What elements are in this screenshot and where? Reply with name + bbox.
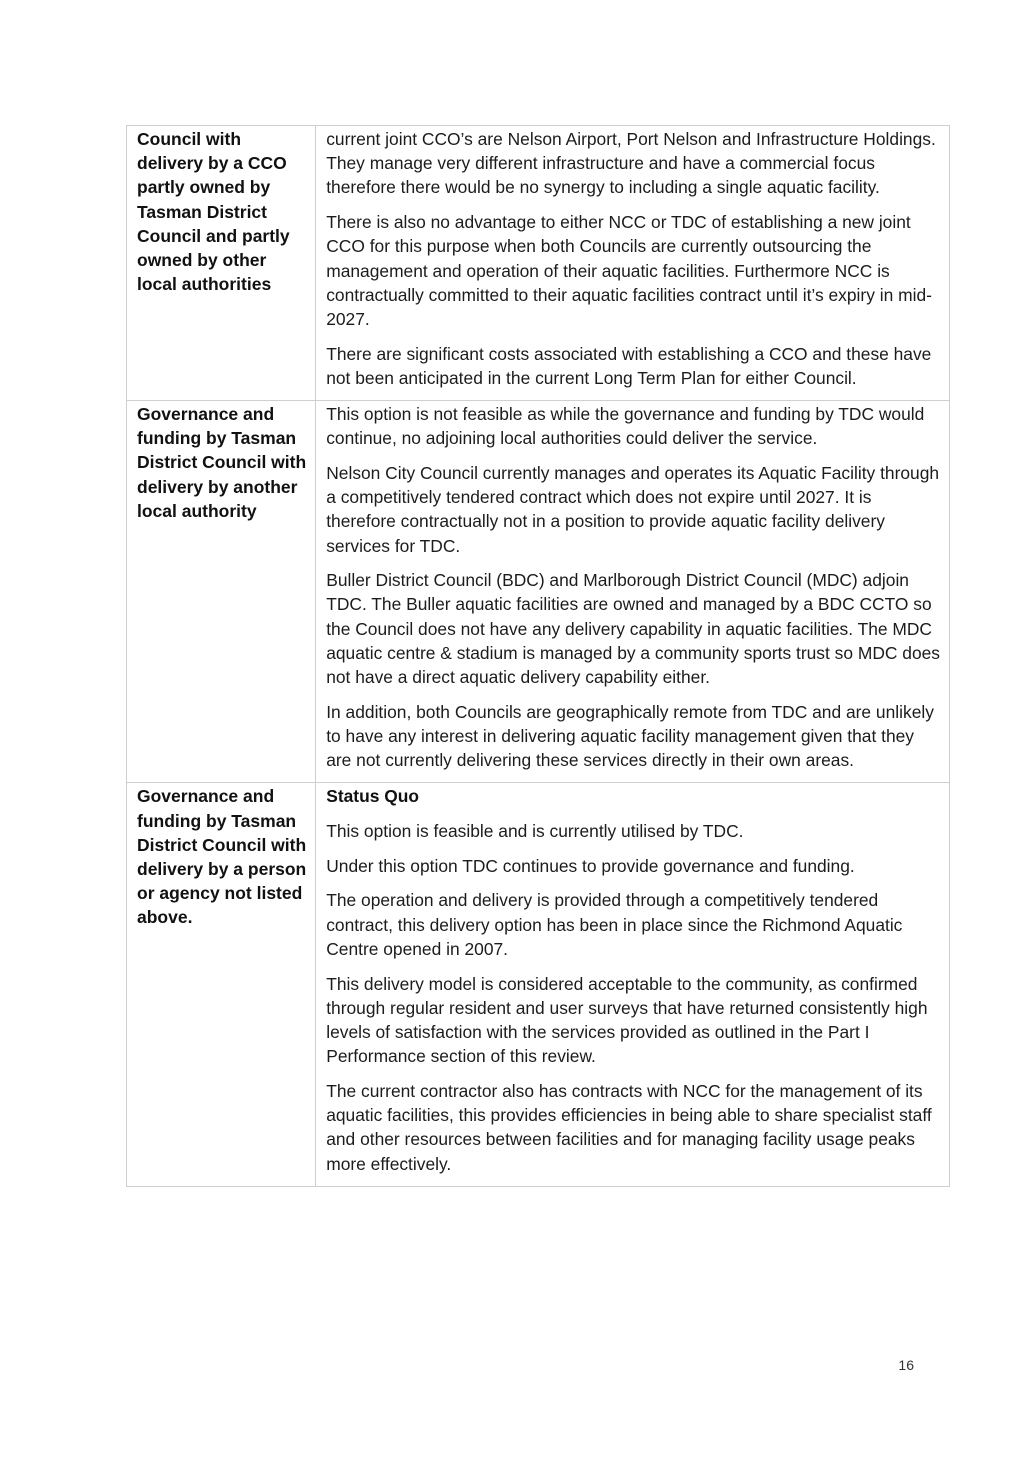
table-row: [127, 783, 950, 1186]
paragraph: The operation and delivery is provided through a competitively tendered contract, this delivery option has been in place since the Richmond Aquatic Centre opened in 2007.: [326, 890, 903, 959]
options-table: [126, 125, 950, 1187]
table-row: [127, 401, 950, 783]
paragraph: Nelson City Council currently manages and operates its Aquatic Facility through a competitively tendered contract which does not expire until 2027. It is therefore contractually not in a position to provide aquatic facility delivery services for TDC.: [326, 462, 940, 556]
paragraph: current joint CCO’s are Nelson Airport, Port Nelson and Infrastructure Holdings. They manage very different infrastructure and have a commercial focus therefore there would be no synergy to including a single aquatic facility.: [326, 129, 936, 198]
paragraph: This option is not feasible as while the governance and funding by TDC would continue, no adjoining local authorities could deliver the service.: [326, 404, 925, 449]
paragraph: Under this option TDC continues to provide governance and funding.: [326, 855, 855, 876]
paragraph: There are significant costs associated with establishing a CCO and these have not been anticipated in the current Long Term Plan for either Council.: [326, 343, 932, 388]
paragraph: Buller District Council (BDC) and Marlborough District Council (MDC) adjoin TDC. The Buller aquatic facilities are owned and managed by a BDC CCTO so the Council does not have any delivery capability in aquatic facilities. The MDC aquatic centre & stadium is managed by a community sports trust so MDC does not have a direct aquatic delivery capability either.: [326, 570, 940, 688]
paragraph: The current contractor also has contracts with NCC for the management of its aquatic facilities, this provides efficiencies in being able to share specialist staff and other resources between facilities and for managing facility usage peaks more effectively.: [326, 1080, 932, 1174]
row-body: [316, 126, 950, 401]
paragraph: In addition, both Councils are geographically remote from TDC and are unlikely to have any interest in delivering aquatic facility management given that they are not currently delivering these services directly in their own areas.: [326, 701, 934, 771]
paragraph: This option is feasible and is currently utilised by TDC.: [326, 821, 744, 842]
row-label: Council with delivery by a CCO partly owned by Tasman District Council and partly owned by other local authorities: [127, 126, 316, 401]
section-heading: Status Quo: [326, 786, 419, 807]
row-label: Governance and funding by Tasman District Council with delivery by a person or agency not listed above.: [127, 783, 316, 1186]
row-body: [316, 783, 950, 1186]
paragraph: There is also no advantage to either NCC or TDC of establishing a new joint CCO for this purpose when both Councils are currently outsourcing the management and operation of their aquatic facilities. Furthermore NCC is contractually committed to their aquatic facilities contract until it’s expiry in mid-2027.: [326, 212, 932, 329]
table-row: [127, 126, 950, 401]
paragraph: This delivery model is considered acceptable to the community, as confirmed through regular resident and user surveys that have returned consistently high levels of satisfaction with the services provided as outlined in the Part I Performance section of this review.: [326, 973, 928, 1067]
page-number: 16: [898, 1357, 914, 1373]
row-label: Governance and funding by Tasman District Council with delivery by another local authority: [127, 401, 316, 783]
row-body: [316, 401, 950, 783]
